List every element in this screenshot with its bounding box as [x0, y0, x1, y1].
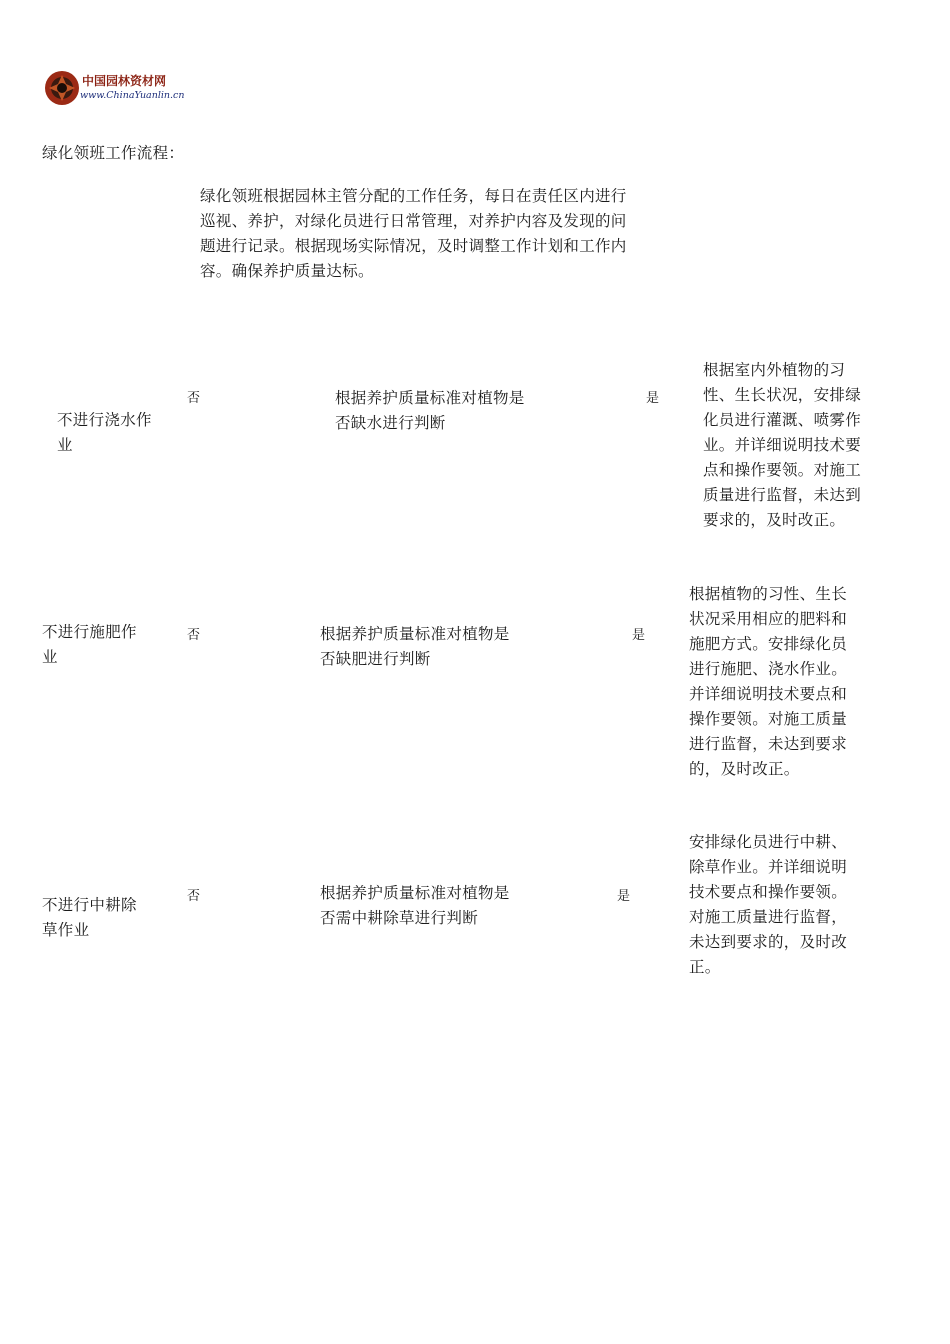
no-result-text: 不进行中耕除草作业	[42, 896, 137, 939]
no-result-text: 不进行施肥作业	[42, 623, 137, 666]
yes-label: 是	[617, 889, 631, 904]
no-result-text: 不进行浇水作业	[57, 411, 152, 454]
judgment-text: 根据养护质量标准对植物是否需中耕除草进行判断	[320, 884, 510, 927]
logo-emblem-icon	[42, 66, 82, 110]
intro-paragraph: 绿化领班根据园林主管分配的工作任务，每日在责任区内进行巡视、养护，对绿化员进行日常管理，对养护内容及发现的问题进行记录。根据现场实际情况，及时调整工作计划和工作内容。确保养护质量达标。	[200, 187, 627, 280]
page-title: 绿化领班工作流程：	[42, 144, 185, 162]
yes-action-text: 安排绿化员进行中耕、除草作业。并详细说明技术要点和操作要领。对施工质量进行监督，未达到要求的，及时改正。	[689, 833, 848, 976]
no-label: 否	[187, 391, 201, 406]
no-label: 否	[187, 628, 201, 643]
site-logo	[42, 66, 188, 110]
no-label: 否	[187, 889, 201, 904]
yes-action-text: 根据室内外植物的习性、生长状况，安排绿化员进行灌溉、喷雾作业。并详细说明技术要点和操作要领。对施工质量进行监督，未达到要求的，及时改正。	[703, 361, 862, 529]
yes-action-text: 根据植物的习性、生长状况采用相应的肥料和施肥方式。安排绿化员进行施肥、浇水作业。并详细说明技术要点和操作要领。对施工质量进行监督，未达到要求的，及时改正。	[689, 585, 848, 778]
logo-title: 中国园林资材网	[82, 74, 167, 88]
yes-label: 是	[646, 391, 660, 406]
yes-label: 是	[632, 628, 646, 643]
judgment-text: 根据养护质量标准对植物是否缺肥进行判断	[320, 625, 510, 668]
logo-url: www.ChinaYuanlin.cn	[80, 90, 185, 101]
judgment-text: 根据养护质量标准对植物是否缺水进行判断	[335, 389, 525, 432]
